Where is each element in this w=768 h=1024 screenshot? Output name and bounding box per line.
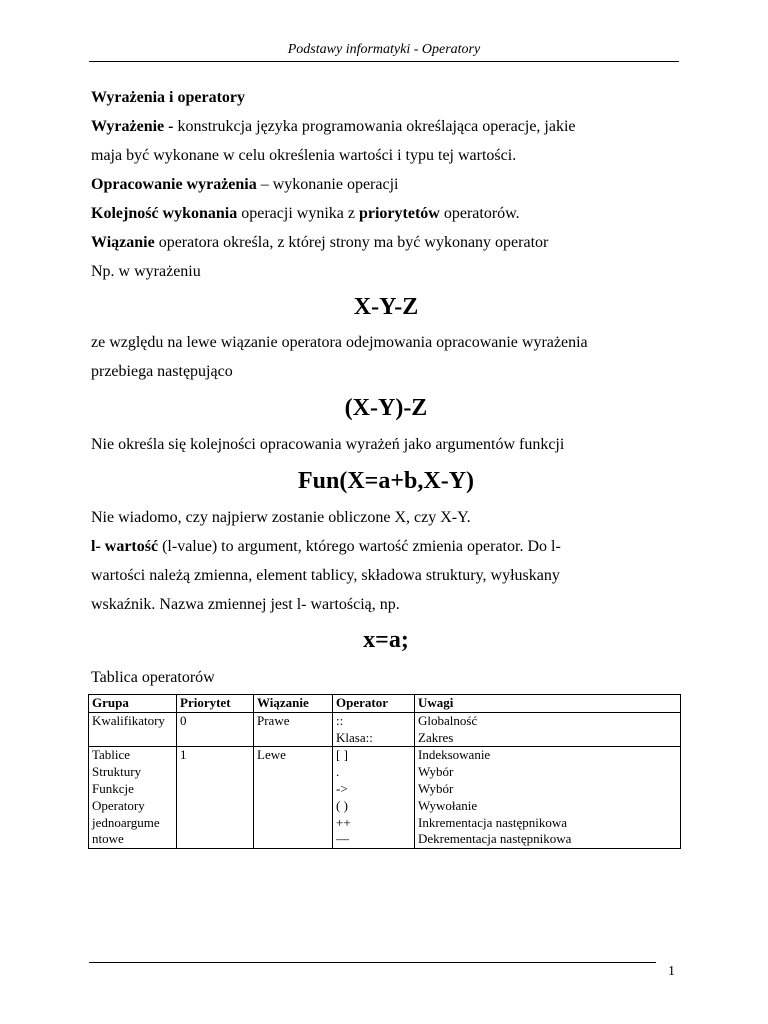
definition-wyrazenie-line2: maja być wykonane w celu określenia wartości i typu tej wartości. xyxy=(91,147,517,164)
header-grupa: Grupa xyxy=(89,695,177,713)
explanation-line2: przebiega następująco xyxy=(91,363,233,380)
table-row xyxy=(89,747,681,849)
table-header-row xyxy=(89,695,681,713)
document-body xyxy=(91,83,681,691)
cell-uwagi: Indeksowanie Wybór Wybór Wywołanie Inkrementacja następnikowa Dekrementacja następnikowa xyxy=(415,747,681,849)
cell-wiazanie: Lewe xyxy=(254,747,333,849)
footer-rule xyxy=(89,962,656,963)
cell-operator: :: Klasa:: xyxy=(333,712,415,747)
page-header: Podstawy informatyki - Operatory xyxy=(287,42,481,57)
cell-grupa: Kwalifikatory xyxy=(89,712,177,747)
explanation-line1: ze względu na lewe wiązanie operatora odejmowania opracowanie wyrażenia xyxy=(91,334,588,351)
definition-lvalue: l- wartość (l-value) to argument, którego wartość zmienia operator. Do l- xyxy=(91,538,561,555)
formula-function: Fun(X=a+b,X-Y) xyxy=(297,468,475,494)
formula-grouped: (X-Y)-Z xyxy=(344,395,428,421)
definition-lvalue-line3: wskaźnik. Nazwa zmiennej jest l- wartością, np. xyxy=(91,596,400,613)
cell-wiazanie: Prawe xyxy=(254,712,333,747)
header-uwagi: Uwagi xyxy=(415,695,681,713)
header-rule xyxy=(89,61,679,62)
header-priorytet: Priorytet xyxy=(177,695,254,713)
definition-wiazanie: Wiązanie operatora określa, z której strony ma być wykonany operator xyxy=(91,234,549,251)
formula-assignment: x=a; xyxy=(363,627,409,653)
cell-grupa: Tablice Struktury Funkcje Operatory jednoargume ntowe xyxy=(89,747,177,849)
cell-operator: [ ] . -> ( ) ++ –– xyxy=(333,747,415,849)
operators-table xyxy=(88,694,681,849)
formula-xyz: X-Y-Z xyxy=(353,294,419,320)
header-wiazanie: Wiązanie xyxy=(254,695,333,713)
definition-opracowanie: Opracowanie wyrażenia – wykonanie operacji xyxy=(91,176,399,193)
table-caption: Tablica operatorów xyxy=(91,669,215,686)
section-heading: Wyrażenia i operatory xyxy=(91,89,246,106)
function-args-note: Nie określa się kolejności opracowania wyrażeń jako argumentów funkcji xyxy=(91,436,565,453)
page-number: 1 xyxy=(668,964,675,979)
table-row xyxy=(89,712,681,747)
unknown-order-note: Nie wiadomo, czy najpierw zostanie obliczone X, czy X-Y. xyxy=(91,509,471,526)
header-operator: Operator xyxy=(333,695,415,713)
cell-priorytet: 1 xyxy=(177,747,254,849)
cell-uwagi: Globalność Zakres xyxy=(415,712,681,747)
cell-priorytet: 0 xyxy=(177,712,254,747)
definition-lvalue-line2: wartości należą zmienna, element tablicy, składowa struktury, wyłuskany xyxy=(91,567,560,584)
example-intro: Np. w wyrażeniu xyxy=(91,263,201,280)
definition-wyrazenie: Wyrażenie - konstrukcja języka programowania określająca operacje, jakie xyxy=(91,118,576,135)
definition-kolejnosc: Kolejność wykonania operacji wynika z priorytetów operatorów. xyxy=(91,205,520,222)
